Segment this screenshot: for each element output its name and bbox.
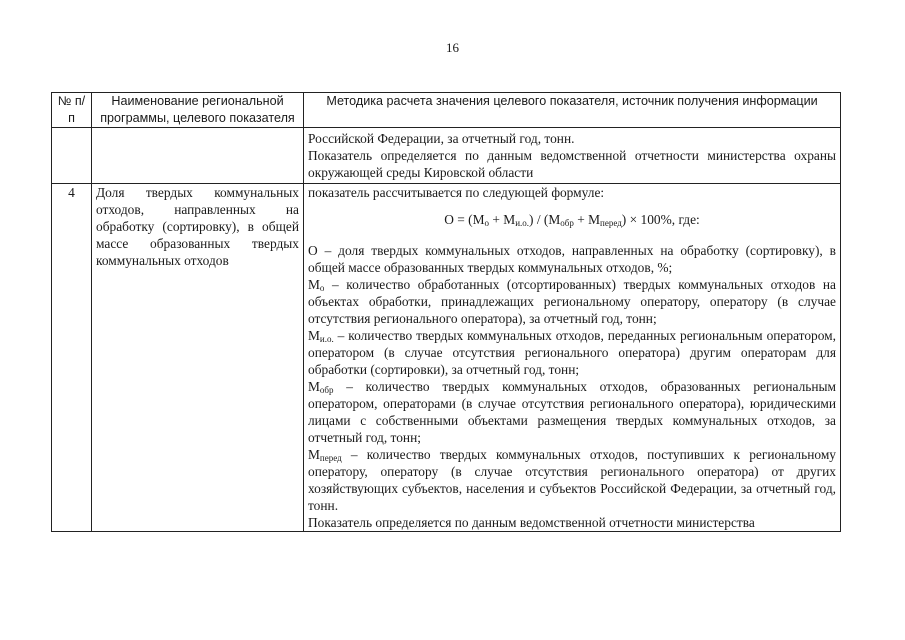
formula-part: + M [573,212,601,227]
formula-part: + M [489,212,516,227]
formula-part: ) × 100%, где: [621,212,700,227]
row-method [304,184,841,532]
def-symbol: O [308,243,318,258]
method-line: Российской Федерации, за отчетный год, тонн. [308,131,575,146]
formula-part: O = (M [444,212,485,227]
row-name [92,128,304,184]
def-symbol: M [308,277,320,292]
method-intro: показатель рассчитывается по следующей формуле: [308,185,605,200]
definition [308,327,836,378]
def-text: – количество твердых коммунальных отходов, поступивших к региональному оператору, оператору (в случае отсутствия регионального оператора) от других хозяйствующих субъектов, населения и субъектов Российской Федерации, за отчетный год, тонн. [308,447,836,513]
page-number: 16 [446,40,459,55]
def-symbol: M [308,447,320,462]
def-text: – количество твердых коммунальных отходов, переданных региональным оператором, оператором (в случае отсутствия регионального оператора) другим операторам для обработки (сортировки), за отчетный год, тонн; [308,328,836,377]
method-line: Показатель определяется по данным ведомственной отчетности министерства охраны окружающей среды Кировской области [308,148,836,180]
definition [308,242,836,276]
def-sub: о [319,283,325,293]
def-symbol: M [308,328,320,343]
def-sub: перед [319,453,342,463]
def-symbol: M [308,379,320,394]
definition [308,276,836,327]
header-name: Наименование региональной программы, целевого показателя [92,93,304,128]
def-text: – доля твердых коммунальных отходов, направленных на обработку (сортировку), в общей массе образованных твердых коммунальных отходов, %; [308,243,836,275]
header-number: № п/п [52,93,92,128]
formula [308,211,836,228]
definition [308,446,836,514]
formula-sub: перед [600,218,622,228]
table-header-row [52,93,841,128]
header-method: Методика расчета значения целевого показателя, источник получения информации [304,93,841,128]
row-name: Доля твердых коммунальных отходов, направленных на обработку (сортировку), в общей массе образованных твердых коммунальных отходов [92,184,304,532]
table-row [52,128,841,184]
def-text: – количество обработанных (отсортированных) твердых коммунальных отходов на объектах обработки, принадлежащих региональному оператору, оператору (в случае отсутствия регионального оператора), за отчетный год, тонн; [308,277,836,326]
formula-part: ) / (M [529,212,561,227]
row-number: 4 [52,184,92,532]
row-method [304,128,841,184]
row-number [52,128,92,184]
method-tail: Показатель определяется по данным ведомственной отчетности министерства [308,515,755,530]
def-sub: обр [319,385,334,395]
definition [308,378,836,446]
def-sub: и.о. [319,334,334,344]
formula-sub: обр [560,218,574,228]
table-row [52,184,841,532]
formula-sub: и.о. [515,218,530,228]
def-text: – количество твердых коммунальных отходов, образованных региональным оператором, операторами (в случае отсутствия регионального оператора), юридическими лицами с собственными объектами размещения твердых коммунальных отходов, за отчетный год, тонн; [308,379,836,445]
formula-sub: o [484,218,490,228]
indicator-table [51,92,841,532]
